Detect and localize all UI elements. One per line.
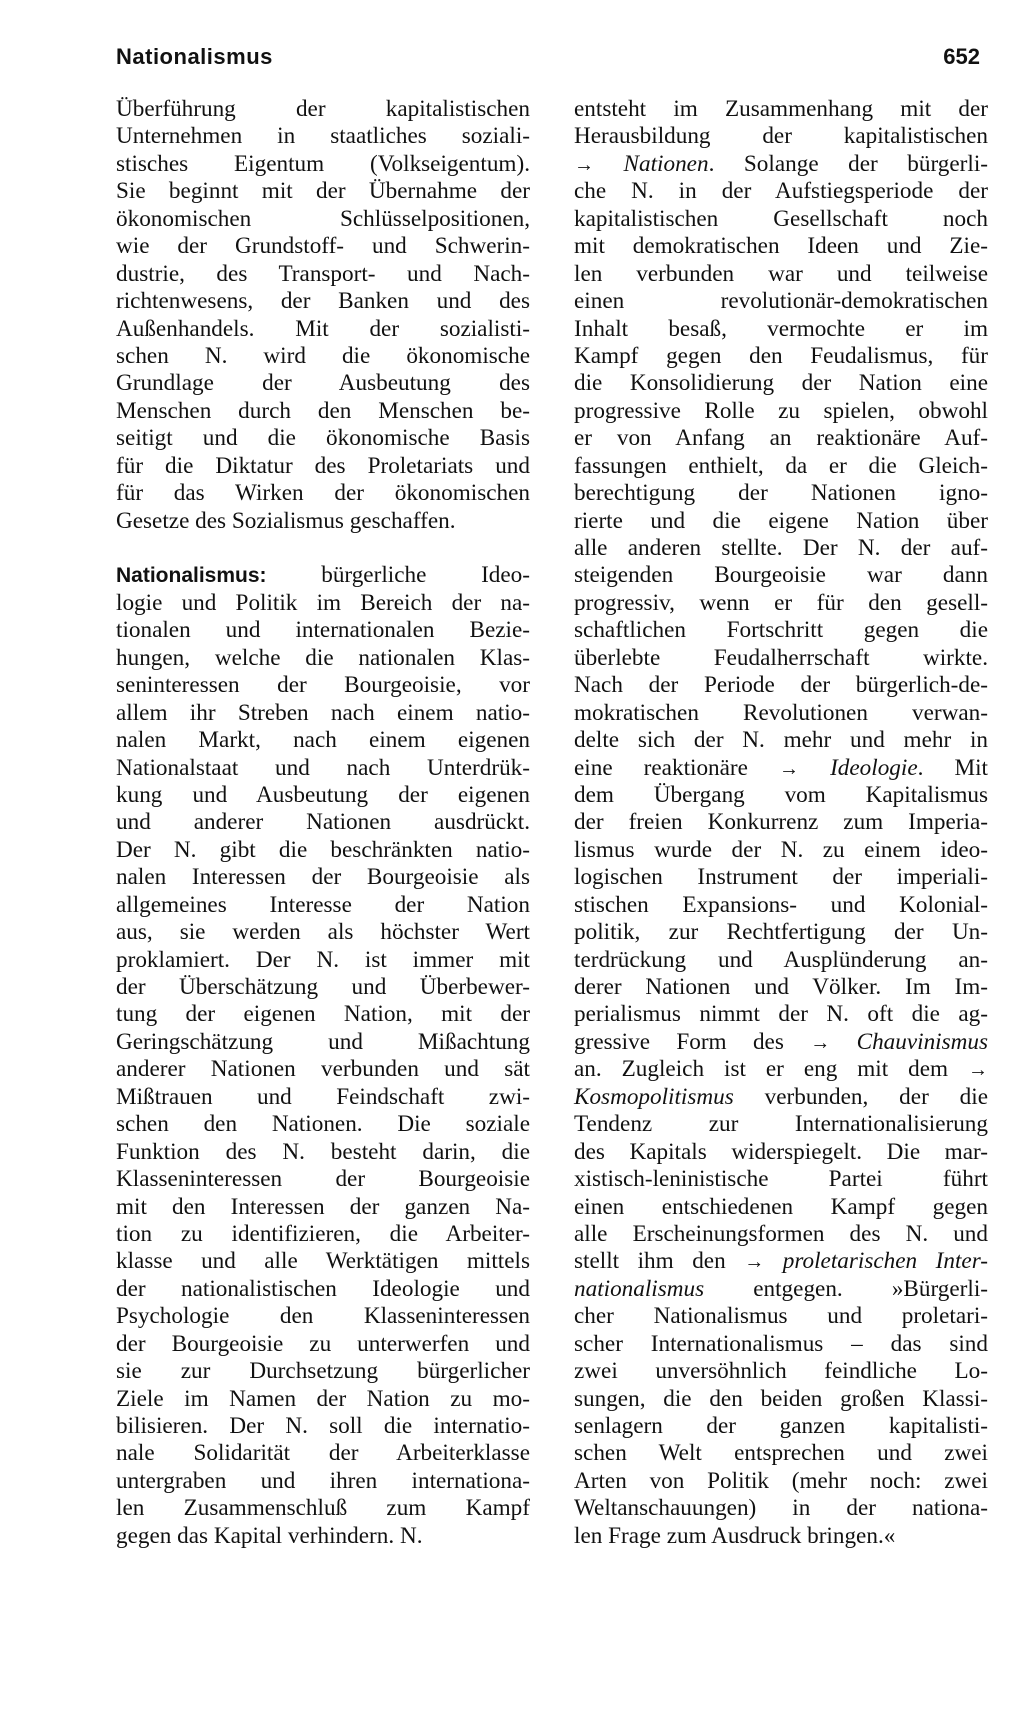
text-segment: derer Nationen und Völker. Im Im- [574,974,988,1000]
text-line [574,1358,988,1385]
text-line [574,892,988,919]
text-segment: entsteht im Zusammenhang mit der [574,96,988,122]
text-line [116,343,530,370]
text-line [116,590,530,617]
text-segment: ökonomischen Schlüsselpositionen, [116,205,530,232]
text-segment: fassungen enthielt, da er die Gleich- [574,452,988,479]
text-line [574,123,988,150]
text-line [116,755,530,782]
arrow-icon: → [574,153,594,176]
text-line [574,151,988,178]
text-line [116,1056,530,1083]
text-segment: zwei unversöhnlich feindliche Lo- [574,1358,988,1385]
text-segment: delte sich der N. mehr und mehr in [574,727,988,754]
text-line [574,837,988,864]
text-segment: überlebte Feudalherrschaft wirkte. [574,644,988,671]
text-segment: Funktion des N. besteht darin, die [116,1138,530,1165]
text-line [574,864,988,891]
text-segment: entgegen. »Bürgerli- [704,1275,988,1302]
text-line [574,453,988,480]
text-line [574,1413,988,1440]
text-line [116,837,530,864]
text-line [116,809,530,836]
text-line [574,1331,988,1358]
text-line [116,892,530,919]
text-line [574,1029,988,1056]
text-segment: sungen, die den beiden großen Klassi- [574,1385,988,1412]
text-segment: einen revolutionär-demokratischen [574,288,988,315]
text-line [116,261,530,288]
text-segment: mit demokratischen Ideen und Zie- [574,233,988,260]
text-line [574,343,988,370]
text-segment: und anderer Nationen ausdrückt. [116,809,530,836]
text-segment: eine reaktionäre [574,754,779,781]
text-segment: klasse und alle Werktätigen mittels [116,1248,530,1275]
text-line [574,1056,988,1083]
text-segment: scher Internationalismus – das sind [574,1330,988,1357]
text-segment: proklamiert. Der N. ist immer mit [116,946,530,973]
text-line [574,617,988,644]
text-segment: der freien Konkurrenz zum Imperia- [574,809,988,836]
text-segment: Klasseninteressen der Bourgeoisie [116,1166,530,1193]
text-line [574,535,988,562]
text-line [574,1139,988,1166]
text-line [574,1194,988,1221]
text-segment: . Solange der bürgerli- [708,150,989,177]
text-line [574,1386,988,1413]
text-line [116,1523,530,1550]
text-line [116,1303,530,1330]
text-line [116,562,530,589]
text-line [116,1440,530,1467]
text-line [116,617,530,644]
text-segment: nale Solidarität der Arbeiterklasse [116,1440,530,1467]
text-segment: gegen das Kapital verhindern. N. [116,1522,423,1549]
text-line [574,727,988,754]
text-segment: alle anderen stellte. Der N. der auf- [574,535,988,561]
text-segment: Inhalt besaß, vermochte er im [574,315,988,342]
page-number: 652 [943,44,980,69]
text-segment: progressiv, wenn er für den gesell- [574,589,988,616]
text-line [574,233,988,260]
text-segment: schen Welt entsprechen und zwei [574,1440,988,1467]
text-line [116,370,530,397]
text-line [116,1276,530,1303]
text-line [116,398,530,425]
arrow-icon: → [810,1031,831,1054]
text-segment: senlagern der ganzen kapitalisti- [574,1413,988,1439]
text-segment: des Kapitals widerspiegelt. Die mar- [574,1138,988,1165]
text-line [574,809,988,836]
text-segment: xistisch-leninistische Partei führt [574,1166,988,1193]
text-segment: aus, sie werden als höchster Wert [116,919,530,946]
text-segment: an. Zugleich ist er eng mit dem [574,1056,968,1083]
cross-reference: Chauvinismus [856,1028,989,1055]
arrow-icon: → [779,757,799,780]
text-segment: nalen Interessen der Bourgeoisie als [116,864,530,891]
text-line [574,1111,988,1138]
text-segment: Grundlage der Ausbeutung des [116,370,530,397]
text-segment: dem Übergang vom Kapitalismus [574,781,988,808]
text-line [574,178,988,205]
text-line [574,1084,988,1111]
text-segment: Unternehmen in staatliches soziali- [116,123,530,150]
text-segment: lismus wurde der N. zu einem ideo- [574,836,988,863]
text-line [574,398,988,425]
text-segment: stellt ihm den [574,1248,745,1275]
text-line [116,123,530,150]
text-segment [594,151,624,177]
text-segment: len Zusammenschluß zum Kampf [116,1495,530,1522]
text-segment: schen N. wird die ökonomische [116,342,530,369]
text-line [116,782,530,809]
text-segment: Menschen durch den Menschen be- [116,397,530,424]
text-line [116,1001,530,1028]
text-line [116,178,530,205]
text-segment: Herausbildung der kapitalistischen [574,123,988,150]
text-segment [830,1029,856,1055]
text-segment: seninteressen der Bourgeoisie, vor [116,672,530,699]
text-segment: richtenwesens, der Banken und des [116,288,530,315]
text-line [574,1523,988,1550]
text-segment: sie zur Durchsetzung bürgerlicher [116,1358,530,1385]
text-line [116,1111,530,1138]
text-segment: gressive Form des [574,1028,811,1055]
text-segment: nalen Markt, nach einem eigenen [116,727,530,754]
text-line [116,151,530,178]
text-line [116,453,530,480]
text-segment: kung und Ausbeutung der eigenen [116,781,530,808]
text-segment: Sie beginnt mit der Übernahme der [116,178,530,205]
text-line [116,947,530,974]
arrow-icon: → [968,1059,988,1082]
cross-reference: proletarischen Inter- [782,1248,989,1275]
text-segment: mit den Interessen der ganzen Na- [116,1193,530,1220]
text-line [116,864,530,891]
text-segment: berechtigung der Nationen igno- [574,480,988,507]
text-segment: rierte und die eigene Nation über [574,507,988,534]
text-segment: einen entschiedenen Kampf gegen [574,1193,988,1220]
text-line [574,1001,988,1028]
text-segment: tionalen und internationalen Bezie- [116,617,530,644]
text-segment: progressive Rolle zu spielen, obwohl [574,397,988,424]
cross-reference: Kosmopolitismus [574,1083,734,1110]
text-segment: schen den Nationen. Die soziale [116,1111,530,1138]
page-header [116,44,980,84]
text-line [574,1248,988,1275]
text-segment: der nationalistischen Ideologie und [116,1275,530,1302]
text-line [116,672,530,699]
text-segment: die Konsolidierung der Nation eine [574,370,988,397]
text-segment: che N. in der Aufstiegsperiode der [574,178,988,205]
text-line [574,261,988,288]
text-line [574,947,988,974]
text-segment: für die Diktatur des Proletariats und [116,452,530,479]
text-line [116,1194,530,1221]
entry-lemma: Nationalismus: [116,564,267,588]
text-line [574,370,988,397]
text-line [116,96,530,123]
text-segment: . Mit [917,754,988,781]
text-line [574,562,988,589]
text-segment: mokratischen Revolutionen verwan- [574,699,988,726]
text-line [116,700,530,727]
cross-reference: nationalismus [574,1275,705,1302]
text-segment: tung der eigenen Nation, mit der [116,1001,530,1028]
text-line [574,288,988,315]
text-segment: stisches Eigentum (Volkseigentum). [116,150,530,177]
text-segment: Ziele im Namen der Nation zu mo- [116,1385,530,1412]
text-line [574,1221,988,1248]
text-segment: kapitalistischen Gesellschaft noch [574,205,988,232]
text-line [116,727,530,754]
text-line [574,974,988,1001]
text-line [116,1221,530,1248]
text-line [116,1248,530,1275]
text-segment: Nationalstaat und nach Unterdrük- [116,754,530,781]
text-line [574,919,988,946]
text-segment: Arten von Politik (mehr noch: zwei [574,1467,988,1494]
text-line [116,645,530,672]
text-segment [764,1248,783,1274]
text-line [116,1139,530,1166]
text-segment: Mißtrauen und Feindschaft zwi- [116,1083,530,1110]
text-line [116,288,530,315]
text-line [574,1468,988,1495]
text-segment: Überführung der kapitalistischen [116,96,530,122]
text-segment: schaftlichen Fortschritt gegen die [574,617,988,644]
text-segment: dustrie, des Transport- und Nach- [116,260,530,287]
text-segment: logischen Instrument der imperiali- [574,864,988,891]
text-line [116,1084,530,1111]
text-line [574,645,988,672]
text-line [116,508,530,535]
text-line [574,425,988,452]
text-segment: Der N. gibt die beschränkten natio- [116,836,530,863]
text-line [574,782,988,809]
text-segment [799,755,830,781]
text-segment: der Überschätzung und Überbewer- [116,974,530,1000]
text-line [116,919,530,946]
text-line [116,974,530,1001]
text-line [574,1303,988,1330]
text-line [574,700,988,727]
text-segment: logie und Politik im Bereich der na- [116,589,530,616]
text-line [116,1386,530,1413]
text-line [574,1276,988,1303]
paragraph-gap [116,535,530,562]
text-line [116,1331,530,1358]
text-segment: politik, zur Rechtfertigung der Un- [574,919,988,946]
text-segment: verbunden, der die [733,1083,988,1110]
text-segment: hungen, welche die nationalen Klas- [116,644,530,671]
text-line [116,233,530,260]
cross-reference: Nationen [623,150,709,177]
text-segment: bilisieren. Der N. soll die internatio- [116,1413,530,1439]
text-line [574,96,988,123]
text-segment: er von Anfang an reaktionäre Auf- [574,425,988,452]
text-segment: Geringschätzung und Mißachtung [116,1028,530,1055]
text-segment: wie der Grundstoff- und Schwerin- [116,233,530,260]
text-segment: steigenden Bourgeoisie war dann [574,562,988,589]
text-segment: cher Nationalismus und proletari- [574,1303,988,1330]
text-segment: bürgerliche Ideo- [266,562,530,589]
text-segment: allgemeines Interesse der Nation [116,891,530,918]
text-line [116,1468,530,1495]
text-segment: seitigt und die ökonomische Basis [116,425,530,452]
text-segment: terdrückung und Ausplünderung an- [574,946,988,973]
text-segment: untergraben und ihren internationa- [116,1467,530,1494]
text-line [116,1495,530,1522]
text-segment: Psychologie den Klasseninteressen [116,1303,530,1330]
text-segment: tion zu identifizieren, die Arbeiter- [116,1220,530,1247]
text-line [574,206,988,233]
text-segment: für das Wirken der ökonomischen [116,480,530,507]
text-segment: alle Erscheinungsformen des N. und [574,1220,988,1247]
text-line [574,508,988,535]
text-segment: Tendenz zur Internationalisierung [574,1111,988,1138]
right-column [574,96,988,1550]
text-line [574,1495,988,1522]
text-segment: perialismus nimmt der N. oft die ag- [574,1001,988,1028]
running-headword: Nationalismus [116,44,273,69]
text-line [116,425,530,452]
text-segment: Nach der Periode der bürgerlich-de- [574,672,988,699]
text-line [116,1413,530,1440]
left-column [116,96,530,1550]
text-line [116,1166,530,1193]
cross-reference: Ideologie [830,754,918,781]
arrow-icon: → [744,1251,765,1274]
text-line [574,1166,988,1193]
text-line [574,590,988,617]
text-segment: Kampf gegen den Feudalismus, für [574,342,988,369]
text-line [116,480,530,507]
text-segment: allem ihr Streben nach einem natio- [116,699,530,726]
text-segment: Außenhandels. Mit der sozialisti- [116,315,530,342]
text-line [574,672,988,699]
text-line [574,1440,988,1467]
text-line [574,755,988,782]
text-segment: Weltanschauungen) in der nationa- [574,1495,988,1522]
text-line [116,206,530,233]
text-segment: der Bourgeoisie zu unterwerfen und [116,1330,530,1357]
text-line [574,480,988,507]
text-line [574,316,988,343]
text-segment: len Frage zum Ausdruck bringen.« [574,1522,896,1549]
text-line [116,316,530,343]
text-line [116,1029,530,1056]
text-segment: anderer Nationen verbunden und sät [116,1056,530,1083]
text-segment: Gesetze des Sozialismus geschaffen. [116,507,456,534]
text-segment: stischen Expansions- und Kolonial- [574,891,988,918]
text-segment: len verbunden war und teilweise [574,260,988,287]
text-line [116,1358,530,1385]
